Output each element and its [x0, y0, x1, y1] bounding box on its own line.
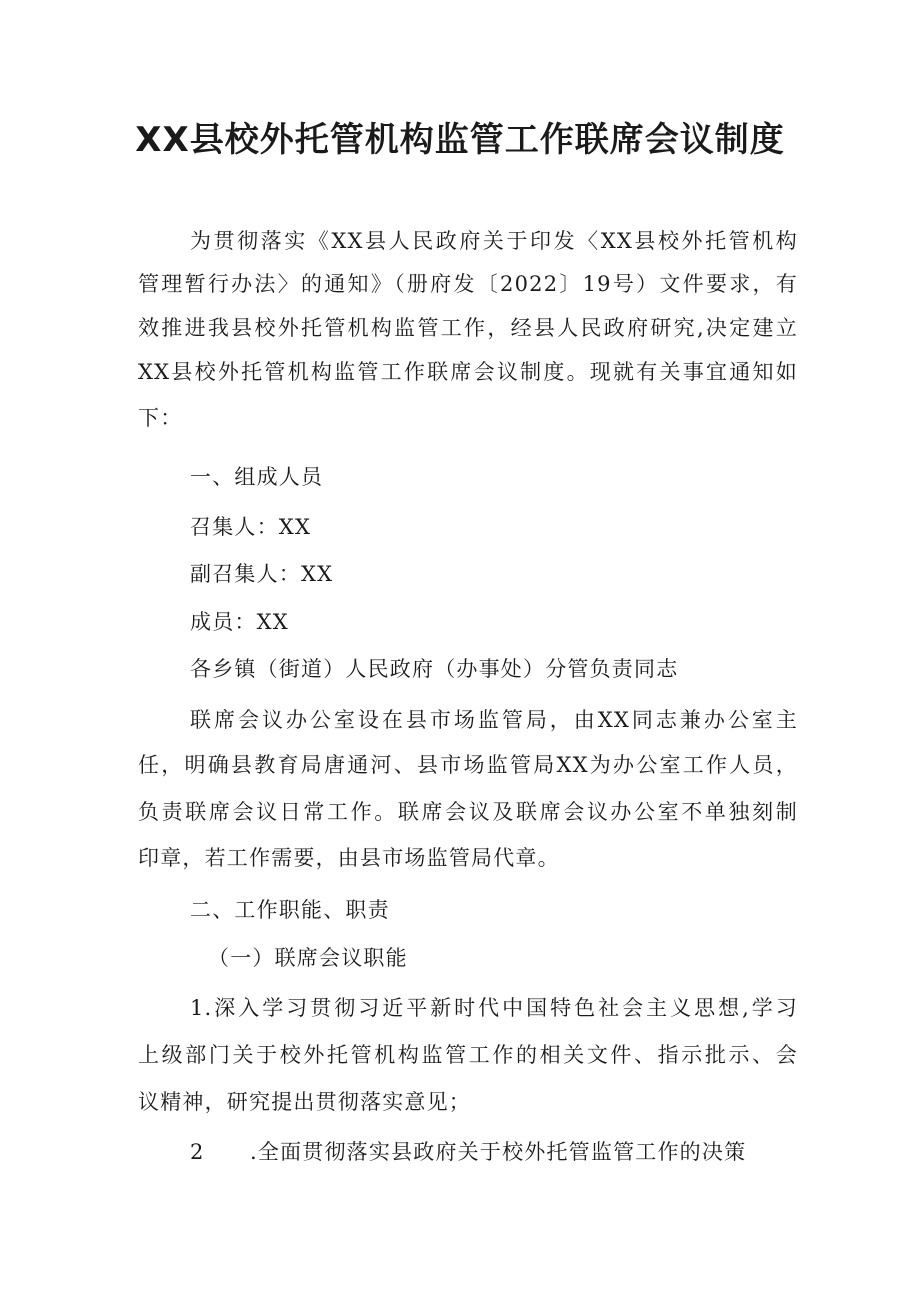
intro-line-5: 下：: [138, 406, 183, 430]
office-line-1: 联席会议办公室设在县市场监管局，由XX同志兼办公室主: [190, 708, 798, 732]
members-line: 成员：XX: [190, 610, 289, 634]
intro-line-1: 为贯彻落实《XX县人民政府关于印发〈XX县校外托管机构: [190, 229, 798, 253]
item2-line: [190, 1137, 746, 1167]
item1-line-3: 议精神，研究提出贯彻落实意见；: [138, 1090, 471, 1114]
members-extra-line: 各乡镇（街道）人民政府（办事处）分管负责同志: [190, 657, 679, 681]
intro-line-3: 效推进我县校外托管机构监管工作，经县人民政府研究,决定建立: [138, 316, 798, 340]
office-line-3: 负责联席会议日常工作。联席会议及联席会议办公室不单独刻制: [138, 800, 798, 824]
office-line-4: 印章，若工作需要，由县市场监管局代章。: [138, 846, 560, 870]
item1-line-1: 1.深入学习贯彻习近平新时代中国特色社会主义思想,学习: [190, 996, 798, 1020]
section2-heading: 二、工作职能、职责: [190, 898, 390, 922]
item2-number: 2: [190, 1140, 205, 1164]
intro-line-4: XX县校外托管机构监管工作联席会议制度。现就有关事宜通知如: [138, 360, 798, 384]
intro-line-2: 管理暂行办法〉的通知》（册府发〔2022〕19号）文件要求，有: [138, 272, 798, 296]
item1-line-2: 上级部门关于校外托管机构监管工作的相关文件、指示批示、会: [138, 1043, 798, 1067]
convener-line: 召集人：XX: [190, 515, 312, 539]
document-title: XX县校外托管机构监管工作联席会议制度: [135, 120, 785, 160]
subsection1-heading: （一）联席会议职能: [208, 946, 408, 970]
deputy-convener-line: 副召集人：XX: [190, 562, 334, 586]
item2-text: .全面贯彻落实县政府关于校外托管监管工作的决策: [250, 1140, 747, 1164]
section1-heading: 一、组成人员: [190, 465, 324, 489]
office-line-2: 任，明确县教育局唐通河、县市场监管局XX为办公室工作人员，: [138, 753, 798, 777]
